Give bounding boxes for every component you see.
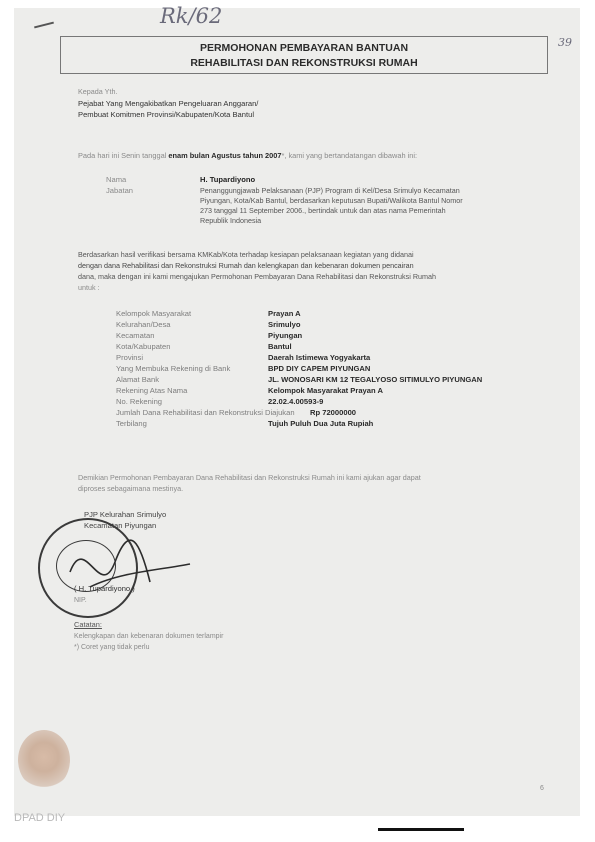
body-line-3: dana, maka dengan ini kami mengajukan Permohonan Pembayaran Dana Rehabilitasi dan Rekonstruksi Rumah (78, 272, 436, 281)
title-line-2: REHABILITASI DAN REKONSTRUKSI RUMAH (190, 57, 418, 69)
detail-value-provinsi: Daerah Istimewa Yogyakarta (268, 353, 371, 362)
signature-title-1: PJP Kelurahan Srimulyo (84, 510, 167, 519)
recipient-line-2: Pembuat Komitmen Provinsi/Kabupaten/Kota Bantul (78, 110, 255, 119)
jabatan-line-1: Penanggungjawab Pelaksanaan (PJP) Program di Kel/Desa Srimulyo Kecamatan (200, 186, 460, 195)
detail-value-bank: BPD DIY CAPEM PIYUNGAN (268, 364, 371, 373)
signature-title-2: Kecamatan Piyungan (84, 521, 157, 530)
detail-value-atas-nama: Kelompok Masyarakat Prayan A (268, 386, 383, 395)
signature-name: ( H. Tupardiyono ) (74, 584, 135, 593)
recipient-line-1: Pejabat Yang Mengakibatkan Pengeluaran Anggaran/ (78, 99, 259, 108)
opening-line (78, 151, 417, 161)
title-line-1: PERMOHONAN PEMBAYARAN BANTUAN (199, 42, 409, 54)
notes-line-1: Kelengkapan dan kebenaran dokumen terlampir (74, 633, 224, 640)
detail-value-kecamatan: Piyungan (268, 331, 303, 340)
detail-value-kabupaten: Bantul (268, 342, 292, 351)
archive-seal-logo (18, 730, 70, 790)
jabatan-label: Jabatan (106, 186, 134, 195)
detail-label-kabupaten: Kota/Kabupaten (116, 342, 171, 351)
opening-prefix: Pada hari ini Senin tanggal (78, 151, 167, 160)
detail-value-kelompok: Prayan A (268, 309, 301, 318)
bottom-bar (378, 828, 464, 831)
detail-label-atas-nama: Rekening Atas Nama (116, 386, 188, 395)
jabatan-line-2: Piyungan, Kota/Kab Bantul, berdasarkan keputusan Bupati/Walikota Bantul Nomor (200, 196, 463, 205)
signature-nip: NIP. (74, 597, 87, 604)
opening-suffix: *, kami yang bertandatangan dibawah ini: (281, 151, 418, 160)
notes-heading: Catatan: (74, 620, 102, 629)
handwritten-page-number: 39 (558, 36, 572, 49)
opening-date: enam bulan Agustus tahun 2007 (168, 151, 282, 160)
nama-label: Nama (106, 175, 127, 184)
body-line-2: dengan dana Rehabilitasi dan Rekonstruksi Rumah dan kelengkapan dan kebenaran dokumen pencairan (78, 261, 414, 270)
detail-label-provinsi: Provinsi (116, 353, 144, 362)
detail-label-kecamatan: Kecamatan (116, 331, 155, 340)
detail-value-alamat-bank: JL. WONOSARI KM 12 TEGALYOSO SITIMULYO PIYUNGAN (268, 375, 483, 384)
detail-label-jumlah: Jumlah Dana Rehabilitasi dan Rekonstruksi Diajukan (116, 408, 295, 417)
closing-line-2: diproses sebagaimana mestinya. (78, 484, 184, 493)
archive-watermark: DPAD DIY (14, 812, 66, 824)
notes-line-2: *) Coret yang tidak perlu (74, 644, 150, 651)
detail-label-no-rekening: No. Rekening (116, 397, 163, 406)
jabatan-line-3: 273 tanggal 11 September 2006., bertindak untuk dan atas nama Pemerintah (200, 206, 446, 215)
detail-label-kelompok: Kelompok Masyarakat (116, 309, 192, 318)
signature-scribble (30, 512, 230, 622)
detail-label-bank: Yang Membuka Rekening di Bank (116, 364, 231, 373)
detail-label-terbilang: Terbilang (116, 419, 147, 428)
document-page (14, 8, 580, 816)
body-line-1: Berdasarkan hasil verifikasi bersama KMKab/Kota terhadap kesiapan pelaksanaan kegiatan yang didanai (78, 250, 414, 259)
closing-line-1: Demikian Permohonan Pembayaran Dana Rehabilitasi dan Rekonstruksi Rumah ini kami ajukan agar dapat (78, 473, 421, 482)
title-box (60, 36, 548, 74)
page-mark: 6 (540, 785, 544, 792)
jabatan-line-4: Republik Indonesia (200, 216, 262, 225)
handwritten-code: Rk/62 (160, 4, 223, 28)
recipient-salutation: Kepada Yth. (78, 87, 118, 96)
detail-label-alamat-bank: Alamat Bank (116, 375, 160, 384)
detail-value-kelurahan: Srimulyo (268, 320, 301, 329)
detail-value-jumlah: Rp 72000000 (310, 408, 357, 417)
nama-value: H. Tupardiyono (200, 175, 256, 184)
detail-label-kelurahan: Kelurahan/Desa (116, 320, 171, 329)
body-line-4: untuk : (78, 283, 100, 292)
detail-value-terbilang: Tujuh Puluh Dua Juta Rupiah (268, 419, 374, 428)
detail-value-no-rekening: 22.02.4.00593-9 (268, 397, 324, 406)
